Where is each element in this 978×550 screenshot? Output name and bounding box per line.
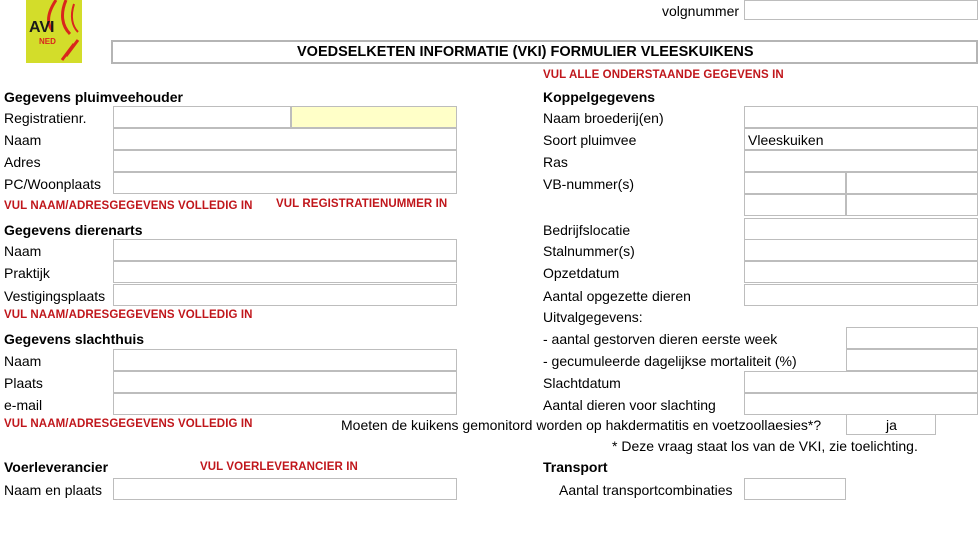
mortaliteit-field[interactable] [846, 349, 978, 371]
warning-voerleverancier: VUL VOERLEVERANCIER IN [200, 461, 358, 473]
monitoring-answer-value: ja [886, 417, 897, 433]
label-gestorven-eerste-week: - aantal gestorven dieren eerste week [543, 331, 778, 347]
logo-text-ned: NED [39, 37, 56, 46]
ras-field[interactable] [744, 150, 978, 172]
stalnummer-field[interactable] [744, 239, 978, 261]
naam-dierenarts-field[interactable] [113, 239, 457, 261]
avined-logo [26, 0, 82, 63]
vb-nummer-field-2[interactable] [846, 172, 978, 194]
registratienr-field[interactable] [113, 106, 291, 128]
vb-nummer-field-1[interactable] [744, 172, 846, 194]
section-heading-pluimveehouder: Gegevens pluimveehouder [4, 89, 183, 105]
label-vestigingsplaats: Vestigingsplaats [4, 288, 106, 304]
warning-naam-pluimveehouder: VUL NAAM/ADRESGEGEVENS VOLLEDIG IN [4, 200, 253, 212]
warning-dierenarts: VUL NAAM/ADRESGEGEVENS VOLLEDIG IN [4, 309, 253, 321]
form-title: VOEDSELKETEN INFORMATIE (VKI) FORMULIER VLEESKUIKENS [297, 44, 754, 60]
label-naam-dierenarts: Naam [4, 243, 42, 259]
label-email: e-mail [4, 397, 43, 413]
label-aantal-opgezette-dieren: Aantal opgezette dieren [543, 288, 691, 304]
footnote: * Deze vraag staat los van de VKI, zie toelichting. [612, 438, 918, 454]
volgnummer-field[interactable] [744, 0, 978, 20]
aantal-dieren-slachting-field[interactable] [744, 393, 978, 415]
bedrijfslocatie-field[interactable] [744, 218, 978, 240]
label-ras: Ras [543, 154, 568, 170]
label-bedrijfslocatie: Bedrijfslocatie [543, 222, 631, 238]
label-registratienr: Registratienr. [4, 110, 87, 126]
plaats-field[interactable] [113, 371, 457, 393]
gestorven-eerste-week-field[interactable] [846, 327, 978, 349]
label-naam-slachthuis: Naam [4, 353, 42, 369]
volgnummer-label: volgnummer [662, 3, 740, 19]
question-monitoring: Moeten de kuikens gemonitord worden op hakdermatitis en voetzoollaesies*? [341, 417, 822, 433]
label-vb-nummer: VB-nummer(s) [543, 176, 635, 192]
adres-field[interactable] [113, 150, 457, 172]
label-naam-broederij: Naam broederij(en) [543, 110, 664, 126]
label-transportcombinaties: Aantal transportcombinaties [559, 482, 733, 498]
vb-nummer-field-3[interactable] [744, 194, 846, 216]
label-naam-en-plaats: Naam en plaats [4, 482, 103, 498]
label-plaats: Plaats [4, 375, 43, 391]
email-field[interactable] [113, 393, 457, 415]
opzetdatum-field[interactable] [744, 261, 978, 283]
slachtdatum-field[interactable] [744, 371, 978, 393]
warning-slachthuis: VUL NAAM/ADRESGEGEVENS VOLLEDIG IN [4, 418, 253, 430]
label-soort-pluimvee: Soort pluimvee [543, 132, 637, 148]
naam-slachthuis-field[interactable] [113, 349, 457, 371]
pc-woonplaats-field[interactable] [113, 172, 457, 194]
section-heading-dierenarts: Gegevens dierenarts [4, 222, 143, 238]
label-uitvalgegevens: Uitvalgegevens: [543, 309, 643, 325]
label-opzetdatum: Opzetdatum [543, 265, 620, 281]
label-pc-woonplaats: PC/Woonplaats [4, 176, 102, 192]
naam-en-plaats-field[interactable] [113, 478, 457, 500]
registratienr-extra-field[interactable] [291, 106, 457, 128]
label-praktijk: Praktijk [4, 265, 50, 281]
label-mortaliteit: - gecumuleerde dagelijkse mortaliteit (%) [543, 353, 797, 369]
label-aantal-dieren-slachting: Aantal dieren voor slachting [543, 397, 716, 413]
label-stalnummer: Stalnummer(s) [543, 243, 635, 259]
transportcombinaties-field[interactable] [744, 478, 846, 500]
logo-text-avi: AVI [29, 19, 55, 36]
vestigingsplaats-field[interactable] [113, 284, 457, 306]
section-heading-koppelgegevens: Koppelgegevens [543, 89, 656, 105]
label-naam-pluimveehouder: Naam [4, 132, 42, 148]
warning-registratienummer: VUL REGISTRATIENUMMER IN [276, 198, 448, 210]
notice-fill-all: VUL ALLE ONDERSTAANDE GEGEVENS IN [543, 69, 784, 81]
naam-pluimveehouder-field[interactable] [113, 128, 457, 150]
label-slachtdatum: Slachtdatum [543, 375, 621, 391]
section-heading-slachthuis: Gegevens slachthuis [4, 331, 145, 347]
section-heading-voerleverancier: Voerleverancier [4, 459, 109, 475]
vb-nummer-field-4[interactable] [846, 194, 978, 216]
section-heading-transport: Transport [543, 459, 608, 475]
praktijk-field[interactable] [113, 261, 457, 283]
label-adres: Adres [4, 154, 41, 170]
soort-pluimvee-value: Vleeskuiken [748, 132, 824, 148]
aantal-opgezette-dieren-field[interactable] [744, 284, 978, 306]
naam-broederij-field[interactable] [744, 106, 978, 128]
